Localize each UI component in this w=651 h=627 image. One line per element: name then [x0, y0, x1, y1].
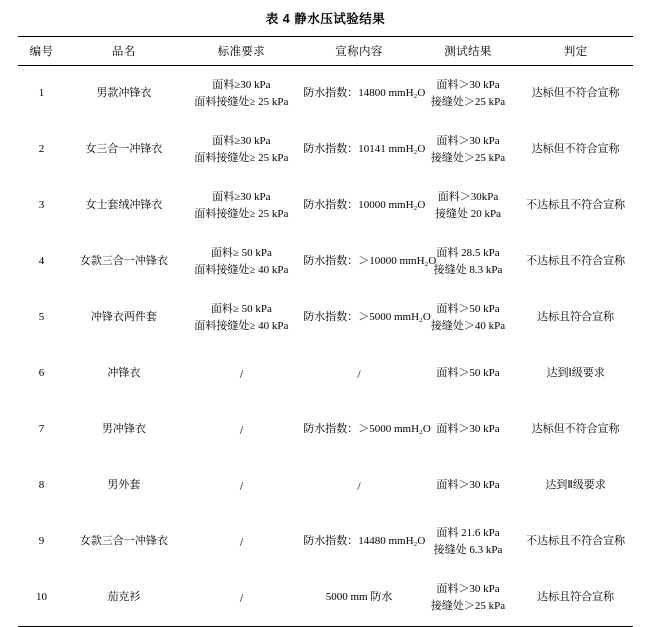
cell-product-name [65, 178, 183, 234]
cell-verdict [518, 346, 633, 402]
cell-standard-requirement [183, 514, 301, 570]
cell-standard-requirement-lines [186, 133, 298, 167]
cell-claimed-content-line: / [357, 366, 361, 381]
column-header-claimed-content: 宣称内容 [300, 37, 418, 66]
cell-verdict-lines [521, 365, 630, 382]
cell-no: 5 [38, 311, 45, 324]
cell-verdict-lines [521, 421, 630, 438]
cell-verdict [518, 402, 633, 458]
cell-product-name-lines [68, 365, 180, 382]
cell-test-result-line: 面料＞30 kPa [436, 134, 500, 147]
cell-standard-requirement [183, 178, 301, 234]
cell-test-result-line: 面料＞30 kPa [436, 423, 500, 436]
cell-standard-requirement-line: 面料接缝处≥ 40 kPa [194, 264, 289, 276]
cell-standard-requirement-line: 面料接缝处≥ 25 kPa [194, 208, 289, 220]
cell-product-name-lines [68, 253, 180, 270]
cell-standard-requirement-lines [186, 421, 298, 440]
cell-product-name [65, 402, 183, 458]
cell-claimed-content [300, 346, 418, 402]
cell-standard-requirement-lines [186, 189, 298, 223]
cell-test-result-lines [421, 581, 515, 615]
cell-verdict-lines [521, 477, 630, 494]
cell-verdict [518, 290, 633, 346]
cell-product-name [65, 66, 183, 123]
cell-test-result-line: 面料＞30 kPa [436, 479, 500, 492]
cell-standard-requirement-line: 面料≥30 kPa [212, 134, 271, 147]
cell-claimed-content-lines [303, 533, 426, 550]
cell-test-result-line: 面料 21.6 kPa [436, 526, 500, 539]
table-row [18, 570, 633, 627]
cell-product-name-lines [68, 589, 180, 606]
cell-product-name-line: 女款三合一冲锋衣 [79, 255, 168, 268]
cell-claimed-content-line: 防水指数：10000 mmH₂O [303, 199, 426, 212]
cell-standard-requirement-line: 面料接缝处≥ 25 kPa [194, 96, 289, 108]
cell-verdict-lines [521, 85, 630, 102]
cell-product-name-lines [68, 197, 180, 214]
cell-verdict-lines [521, 197, 630, 214]
cell-verdict-lines [521, 309, 630, 326]
cell-standard-requirement-lines [186, 477, 298, 496]
cell-claimed-content-line: 防水指数：14480 mmH₂O [303, 535, 426, 548]
cell-test-result-line: 接缝处＞40 kPa [430, 320, 506, 332]
table-row [18, 346, 633, 402]
cell-claimed-content-lines [303, 589, 415, 606]
cell-standard-requirement [183, 346, 301, 402]
cell-standard-requirement-lines [186, 365, 298, 384]
cell-verdict [518, 570, 633, 627]
cell-standard-requirement-lines [186, 77, 298, 111]
table-header-row [18, 37, 633, 66]
cell-claimed-content [300, 570, 418, 627]
cell-test-result-line: 接缝处 20 kPa [435, 208, 501, 220]
cell-verdict-line: 达标且符合宣称 [537, 311, 615, 324]
cell-standard-requirement-lines [186, 301, 298, 335]
cell-claimed-content-lines [303, 421, 431, 438]
cell-verdict-lines [521, 533, 630, 550]
cell-test-result-lines [421, 245, 515, 279]
cell-verdict-line: 达标但不符合宣称 [531, 87, 620, 100]
cell-standard-requirement-line: / [239, 534, 244, 549]
cell-test-result-lines [421, 477, 515, 494]
cell-verdict [518, 458, 633, 514]
cell-product-name-line: 男冲锋衣 [101, 423, 146, 436]
cell-claimed-content [300, 234, 437, 290]
cell-no: 1 [38, 87, 45, 100]
cell-standard-requirement-line: 面料≥30 kPa [212, 78, 271, 91]
cell-verdict-line: 达到Ⅱ级要求 [545, 479, 606, 492]
table-body [18, 66, 633, 627]
cell-claimed-content-lines [303, 85, 426, 102]
cell-product-name [65, 514, 183, 570]
cell-verdict [518, 122, 633, 178]
cell-product-name-line: 男款冲锋衣 [96, 87, 152, 100]
cell-claimed-content-line: 防水指数：10141 mmH₂O [303, 143, 426, 156]
cell-product-name-lines [68, 141, 180, 158]
column-header-verdict: 判定 [518, 37, 633, 66]
cell-standard-requirement-line: 面料接缝处≥ 40 kPa [194, 320, 289, 332]
cell-test-result-lines [421, 421, 515, 438]
table-row [18, 234, 633, 290]
table-row [18, 290, 633, 346]
cell-claimed-content-line: 防水指数：＞5000 mmH₂O [303, 423, 431, 436]
table-row [18, 122, 633, 178]
cell-test-result [418, 458, 518, 514]
cell-test-result-line: 面料＞30 kPa [436, 78, 500, 91]
cell-test-result [418, 290, 518, 346]
cell-no: 3 [38, 199, 45, 212]
cell-product-name-lines [68, 477, 180, 494]
cell-claimed-content-lines [303, 141, 426, 158]
cell-test-result-line: 面料＞30kPa [437, 190, 499, 203]
cell-no: 7 [38, 423, 45, 436]
cell-standard-requirement-line: / [239, 590, 244, 605]
cell-claimed-content-line: / [357, 478, 361, 493]
cell-verdict [518, 66, 633, 123]
cell-claimed-content [300, 122, 426, 178]
cell-product-name-lines [68, 85, 180, 102]
cell-test-result-lines [421, 189, 515, 223]
cell-test-result-lines [421, 365, 515, 382]
cell-standard-requirement [183, 290, 301, 346]
cell-standard-requirement-lines [186, 533, 298, 552]
cell-claimed-content-lines [303, 477, 415, 496]
cell-test-result [418, 514, 518, 570]
cell-verdict-line: 不达标且不符合宣称 [526, 535, 626, 548]
cell-claimed-content [300, 178, 426, 234]
column-header-test-result: 测试结果 [418, 37, 518, 66]
static-water-pressure-results-table [18, 36, 633, 627]
cell-no: 9 [38, 535, 45, 548]
cell-test-result-line: 接缝处 8.3 kPa [433, 264, 503, 276]
cell-no: 4 [38, 255, 45, 268]
cell-no: 2 [38, 143, 45, 156]
cell-standard-requirement [183, 570, 301, 627]
cell-claimed-content-lines [303, 253, 437, 270]
cell-test-result-line: 接缝处＞25 kPa [430, 152, 506, 164]
cell-claimed-content-line: 防水指数：＞10000 mmH₂O [303, 255, 437, 268]
cell-claimed-content-lines [303, 197, 426, 214]
cell-claimed-content-line: 防水指数：14800 mmH₂O [303, 87, 426, 100]
cell-product-name-line: 女三合一冲锋衣 [85, 143, 163, 156]
table-row [18, 402, 633, 458]
cell-test-result-line: 面料＞50 kPa [436, 367, 500, 380]
cell-verdict [518, 514, 633, 570]
cell-standard-requirement-line: / [239, 478, 244, 493]
cell-standard-requirement-lines [186, 245, 298, 279]
cell-product-name [65, 122, 183, 178]
cell-test-result [418, 122, 518, 178]
cell-standard-requirement [183, 122, 301, 178]
cell-product-name [65, 290, 183, 346]
cell-test-result [418, 66, 518, 123]
cell-verdict-lines [521, 589, 630, 606]
cell-verdict-line: 达到Ⅰ级要求 [546, 367, 605, 380]
cell-test-result-line: 面料＞30 kPa [436, 582, 500, 595]
cell-verdict-line: 达标且符合宣称 [537, 591, 615, 604]
cell-claimed-content-line: 防水指数：＞5000 mmH₂O [303, 311, 431, 324]
cell-verdict-lines [521, 141, 630, 158]
column-header-product-name: 品名 [65, 37, 183, 66]
cell-product-name-lines [68, 421, 180, 438]
cell-verdict-line: 达标但不符合宣称 [531, 143, 620, 156]
cell-verdict [518, 178, 633, 234]
cell-test-result-line: 面料＞50 kPa [436, 302, 500, 315]
cell-no: 6 [38, 367, 45, 380]
cell-test-result-lines [421, 301, 515, 335]
cell-product-name [65, 234, 183, 290]
cell-verdict [518, 234, 633, 290]
cell-test-result-lines [421, 525, 515, 559]
cell-test-result-line: 接缝处＞25 kPa [430, 600, 506, 612]
column-header-standard-requirement: 标准要求 [183, 37, 301, 66]
column-header-no: 编号 [18, 37, 65, 66]
cell-product-name [65, 570, 183, 627]
cell-product-name [65, 458, 183, 514]
cell-product-name-line: 男外套 [107, 479, 141, 492]
cell-standard-requirement-line: 面料≥30 kPa [212, 190, 271, 203]
cell-test-result [418, 402, 518, 458]
cell-test-result-lines [421, 133, 515, 167]
cell-claimed-content [300, 514, 426, 570]
cell-verdict-lines [521, 253, 630, 270]
cell-standard-requirement-line: / [239, 422, 244, 437]
cell-verdict-line: 不达标且不符合宣称 [526, 255, 626, 268]
cell-standard-requirement-line: 面料≥ 50 kPa [210, 302, 272, 315]
cell-test-result [418, 570, 518, 627]
cell-standard-requirement [183, 234, 301, 290]
cell-product-name-line: 冲锋衣两件套 [90, 311, 157, 324]
cell-no: 10 [18, 570, 65, 627]
cell-standard-requirement-line: / [239, 366, 244, 381]
table-row [18, 66, 633, 123]
cell-claimed-content-lines [303, 365, 415, 384]
cell-product-name-line: 女款三合一冲锋衣 [79, 535, 168, 548]
cell-test-result [418, 346, 518, 402]
cell-test-result-line: 面料 28.5 kPa [436, 246, 500, 259]
cell-no: 8 [38, 479, 45, 492]
cell-test-result-lines [421, 77, 515, 111]
cell-claimed-content [300, 290, 431, 346]
cell-standard-requirement-line: 面料≥ 50 kPa [210, 246, 272, 259]
cell-claimed-content [300, 458, 418, 514]
cell-product-name-lines [68, 309, 180, 326]
table-row [18, 514, 633, 570]
cell-claimed-content-line: 5000 mm 防水 [325, 591, 393, 604]
cell-standard-requirement [183, 402, 301, 458]
cell-verdict-line: 达标但不符合宣称 [531, 423, 620, 436]
cell-standard-requirement [183, 458, 301, 514]
cell-standard-requirement-line: 面料接缝处≥ 25 kPa [194, 152, 289, 164]
table-row [18, 178, 633, 234]
cell-product-name [65, 346, 183, 402]
cell-product-name-lines [68, 533, 180, 550]
cell-claimed-content-lines [303, 309, 431, 326]
cell-product-name-line: 冲锋衣 [107, 367, 141, 380]
cell-product-name-line: 女士套绒冲锋衣 [85, 199, 163, 212]
cell-test-result-line: 接缝处＞25 kPa [430, 96, 506, 108]
cell-test-result [418, 178, 518, 234]
cell-standard-requirement [183, 66, 301, 123]
table-header [18, 37, 633, 66]
table-row [18, 458, 633, 514]
cell-standard-requirement-lines [186, 589, 298, 608]
table-caption: 表 4 静水压试验结果 [265, 12, 386, 26]
cell-verdict-line: 不达标且不符合宣称 [526, 199, 626, 212]
cell-claimed-content [300, 402, 431, 458]
cell-claimed-content [300, 66, 426, 123]
cell-test-result-line: 接缝处 6.3 kPa [433, 544, 503, 556]
cell-product-name-line: 茄克衫 [107, 591, 141, 604]
